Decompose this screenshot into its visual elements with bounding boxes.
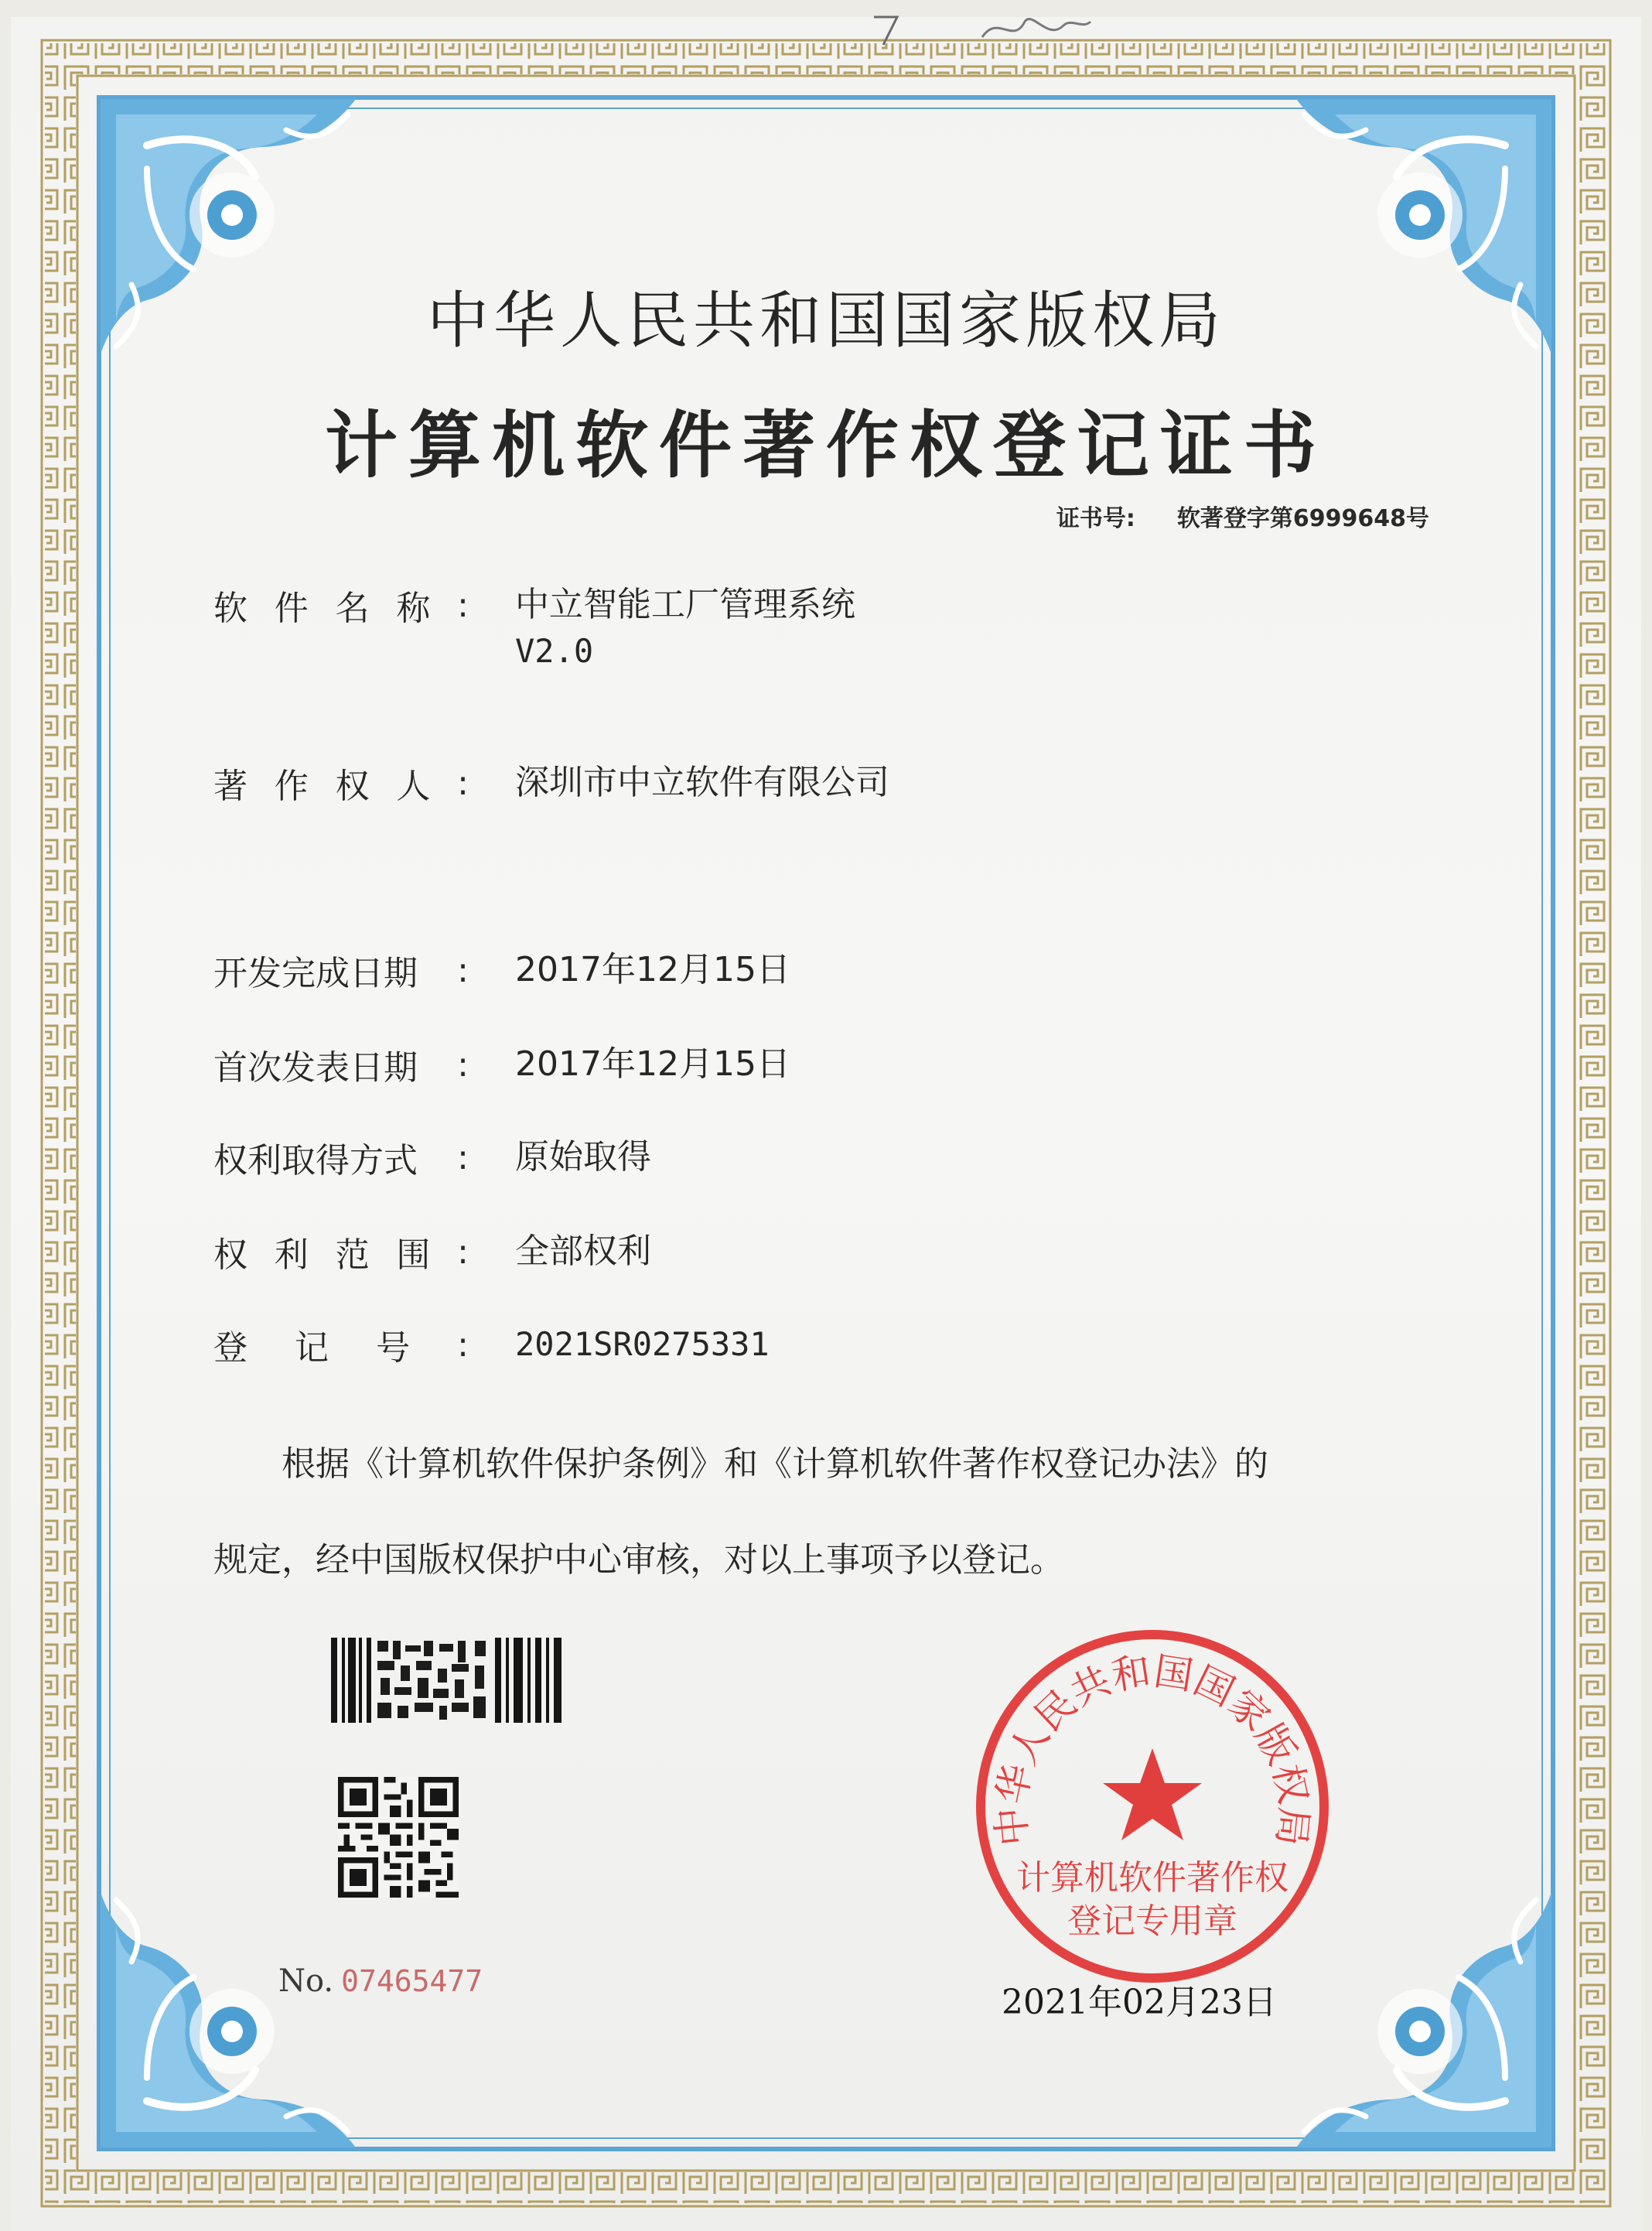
software-name-value: 中立智能工厂管理系统 (515, 585, 855, 624)
seal-inner-line-1: 计算机软件著作权 (1016, 1858, 1288, 1898)
first-publication-date-value: 2017年12月15日 (515, 1044, 790, 1084)
qr-code-image (338, 1777, 459, 1898)
statement-line-1: 根据《计算机软件保护条例》和《计算机软件著作权登记办法》的 (282, 1444, 1268, 1484)
issuing-authority: 中华人民共和国国家版权局 (427, 285, 1225, 357)
copyright-owner-value: 深圳市中立软件有限公司 (515, 763, 889, 802)
serial-prefix: No. (278, 1963, 334, 1999)
software-name-label: 软 件 名 称 : (213, 585, 469, 628)
acquisition-method-value: 原始取得 (515, 1137, 651, 1177)
corner-ornament-bottom-right (1296, 1892, 1551, 2147)
certificate-number (1056, 499, 1429, 533)
development-date-value: 2017年12月15日 (515, 950, 790, 989)
scope-of-rights-value: 全部权利 (515, 1232, 651, 1271)
handwritten-pencil-mark (866, 6, 1098, 53)
scope-of-rights-label: 权 利 范 围 : (213, 1232, 469, 1275)
certificate-number-value: 软著登字第6999648号 (1176, 505, 1429, 532)
barcode-image (331, 1638, 563, 1723)
registration-number-label: 登 记 号 : (213, 1324, 469, 1368)
software-version-value: V2.0 (515, 632, 594, 670)
certificate-title: 计算机软件著作权登记证书 (324, 403, 1327, 488)
seal-ring-text: 中华人民共和国国家版权局 (988, 1648, 1317, 1848)
acquisition-method-label: 权利取得方式 : (213, 1137, 469, 1180)
seal-star-icon (1103, 1748, 1202, 1840)
serial-number (278, 1963, 483, 1999)
serial-value: 07465477 (341, 1964, 483, 1998)
first-publication-date-label: 首次发表日期 : (213, 1044, 469, 1088)
corner-ornament-bottom-left (101, 1892, 356, 2147)
issue-date: 2021年02月23日 (1002, 1983, 1277, 2022)
official-seal-stamp (971, 1625, 1334, 1988)
copyright-owner-label: 著 作 权 人 : (213, 763, 469, 806)
statement-line-2: 规定，经中国版权保护中心审核，对以上事项予以登记。 (213, 1540, 1064, 1580)
certificate-number-label: 证书号: (1056, 505, 1135, 532)
development-date-label: 开发完成日期 : (213, 950, 469, 993)
seal-inner-line-2: 登记专用章 (1067, 1901, 1237, 1941)
registration-number-value: 2021SR0275331 (515, 1325, 770, 1363)
